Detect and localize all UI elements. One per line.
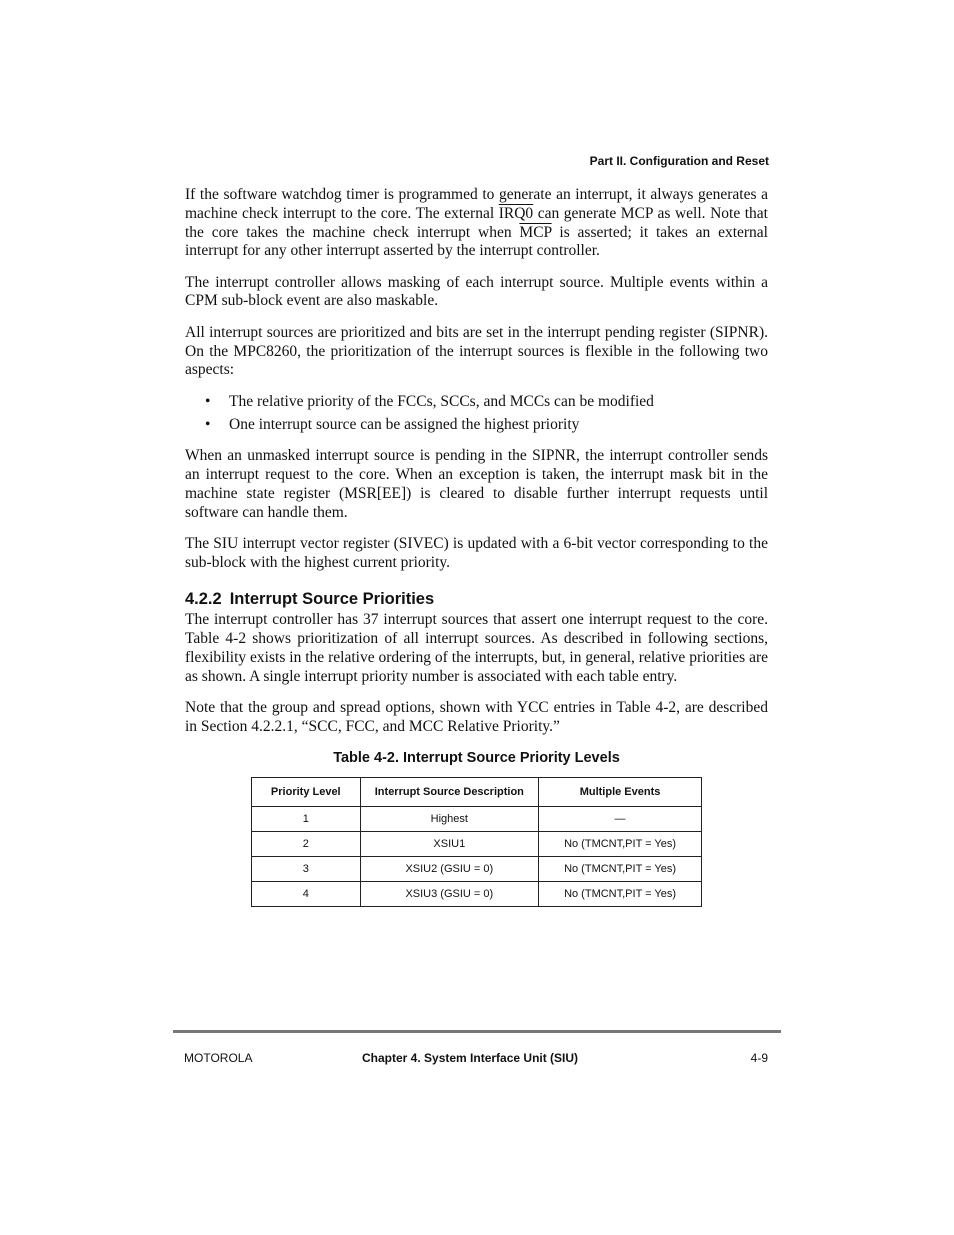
header-priority-level: Priority Level (252, 777, 361, 806)
table-cell: XSIU3 (GSIU = 0) (360, 881, 539, 906)
paragraph-text: is asserted; it takes an external interrupt for any other interrupt asserted by the interrupt controller. (185, 223, 768, 260)
list-item (185, 393, 768, 412)
list-item-text: The relative priority of the FCCs, SCCs, and MCCs can be modified (229, 392, 654, 410)
table-cell: 1 (252, 806, 361, 831)
paragraph-text: If the software watchdog timer is programmed to generate an interrupt, it always generates a machine check interrupt to the core. The external (185, 186, 768, 222)
table-row (252, 856, 702, 881)
table-cell: Highest (360, 806, 539, 831)
signal-mcp: $\overline{MCP}$ (519, 223, 552, 241)
footer-divider (173, 1030, 781, 1033)
paragraph-sivec: The SIU interrupt vector register (SIVEC) is updated with a 6-bit vector corresponding to the sub-block with the highest current priority. (185, 534, 768, 571)
footer-chapter-title: Chapter 4. System Interface Unit (SIU) (362, 1051, 579, 1065)
table-cell: No (TMCNT,PIT = Yes) (539, 881, 702, 906)
running-header: Part II. Configuration and Reset (589, 154, 769, 168)
list-item (185, 416, 768, 435)
paragraph-prioritization: All interrupt sources are prioritized and bits are set in the interrupt pending register (SIPNR). On the MPC8260, the prioritization of the interrupt sources is flexible in the following two aspects: (185, 323, 768, 379)
paragraph-note: Note that the group and spread options, shown with YCC entries in Table 4-2, are described in Section 4.2.2.1, “SCC, FCC, and MCC Relative Priority.” (185, 699, 768, 735)
header-multiple-events: Multiple Events (539, 777, 702, 806)
table-cell: No (TMCNT,PIT = Yes) (539, 856, 702, 881)
bullet-icon: • (205, 392, 211, 410)
paragraph-unmasked: When an unmasked interrupt source is pending in the SIPNR, the interrupt controller sends an interrupt request to the core. When an exception is taken, the interrupt mask bit in the machine state register (MSR[EE]) is cleared to disable further interrupt requests until software can handle them. (185, 447, 768, 521)
section-heading (185, 590, 768, 609)
section-title: Interrupt Source Priorities (229, 589, 435, 608)
table-row (252, 881, 702, 906)
table-cell: XSIU1 (360, 831, 539, 856)
bullet-icon: • (205, 416, 211, 434)
paragraph-masking: The interrupt controller allows masking of each interrupt source. Multiple events within a CPM sub-block event are also maskable. (185, 273, 768, 310)
table-cell: No (TMCNT,PIT = Yes) (539, 831, 702, 856)
table-row (252, 806, 702, 831)
table-cell: 2 (252, 831, 361, 856)
table-cell: XSIU2 (GSIU = 0) (360, 856, 539, 881)
table-header-row (252, 777, 702, 806)
table-cell: — (539, 806, 702, 831)
body-content (185, 186, 768, 907)
table-cell: 4 (252, 881, 361, 906)
table-caption: Table 4-2. Interrupt Source Priority Levels (333, 750, 620, 767)
section-number: 4.2.2 (185, 589, 222, 608)
signal-irq0: IRQ0 (498, 204, 534, 222)
paragraph-watchdog (185, 186, 768, 261)
footer-publisher: MOTOROLA (184, 1051, 253, 1065)
table-cell: 3 (252, 856, 361, 881)
footer-page-number: 4-9 (750, 1051, 768, 1065)
list-item-text: One interrupt source can be assigned the highest priority (229, 416, 580, 434)
paragraph-text: can generate MCP as well. Note that the core takes the machine check interrupt when (185, 204, 768, 241)
bullet-list (185, 393, 768, 436)
priority-table (251, 777, 702, 907)
header-source-description: Interrupt Source Description (360, 777, 539, 806)
paragraph-sources: The interrupt controller has 37 interrupt sources that assert one interrupt request to the core. Table 4-2 shows prioritization of all interrupt sources. As described in following sections, flexibility exists in the relative ordering of the interrupts, but, in general, relative priorities are as shown. A single interrupt priority number is associated with each table entry. (185, 611, 768, 685)
table-row (252, 831, 702, 856)
